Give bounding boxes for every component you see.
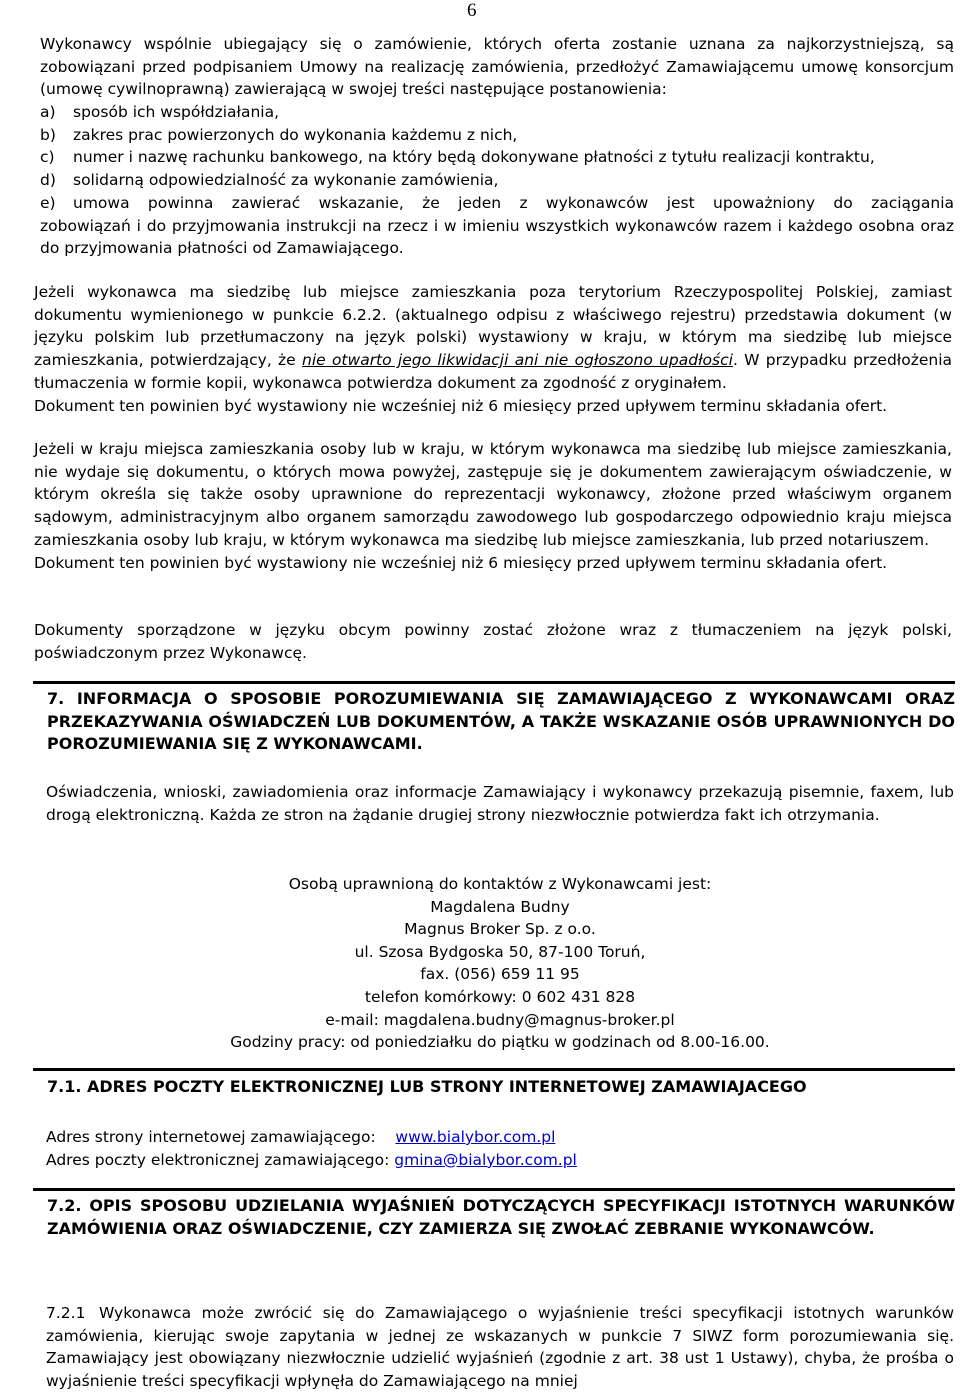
section-divider: [33, 1188, 955, 1191]
section-7-body: Oświadczenia, wnioski, zawiadomienia oraz informacje Zamawiający i wykonawcy przekazują pisemnie, faxem, lub drogą elektroniczną. Każda ze stron na żądanie drugiej strony niezwłocznie potwierdza fakt ich otrzymania.: [46, 783, 954, 824]
address-block: [0, 1126, 960, 1171]
item-text: Wykonawca może zwrócić się do Zamawiającego o wyjaśnienie treści specyfikacji istotnych warunków zamówienia, kierując swoje zapytania w jednej ze wskazanych w punkcie 7 SIWZ form porozumiewania się. Zamawiający jest obowiązany niezwłocznie udzielić wyjaśnień (zgodnie z art. 38 ust 1 Ustawy), chyba, że prośba o wyjaśnienie treści specyfikacji wpłynęła do Zamawiającego na mniej: [46, 1304, 954, 1391]
foreign-paragraph-1: Jeżeli wykonawca ma siedzibę lub miejsce zamieszkania poza terytorium Rzeczypospolitej Polskiej, zamiast dokumentu wymienionego w punkcie 6.2.2. (aktualnego odpisu z właściwego rejestru) przedstawia dokument (w języku polskim lub przetłumaczony na język polski) wystawiony w kraju, w którym ma siedzibę lub miejsce zamieszkania, potwierdzający, że nie otwarto jego likwidacji ani nie ogłoszono upadłości. W przypadku przedłożenia tłumaczenia w formie kopii, wykonawca potwierdza dokument za zgodność z oryginałem. Dokument ten powinien być wystawiony nie wcześniej niż 6 miesięcy przed upływem terminu składania ofert.: [34, 283, 952, 415]
section-7-2-heading: 7.2. OPIS SPOSOBU UDZIELANIA WYJAŚNIEŃ DOTYCZĄCYCH SPECYFIKACJI ISTOTNYCH WARUNKÓW ZAMÓWIENIA ORAZ OŚWIADCZENIE, CZY ZAMIERZA SIĘ ZWOŁAĆ ZEBRANIE WYKONAWCÓW.: [47, 1196, 955, 1238]
list-item-continuation: zobowiązań i do przyjmowania instrukcji na rzecz i w imieniu wszystkich wykonawców razem i każdego osobna oraz do przyjmowania płatności od Zamawiającego.: [40, 216, 954, 258]
section-7-heading: 7. INFORMACJA O SPOSOBIE POROZUMIEWANIA SIĘ ZAMAWIAJĄCEGO Z WYKONAWCAMI ORAZ PRZEKAZYWANIA OŚWIADCZEŃ LUB DOKUMENTÓW, A TAKŻE WSKAZANIE OSÓB UPRAWNIONYCH DO POROZUMIEWANIA SIĘ Z WYKONAWCAMI.: [47, 689, 955, 754]
section-7-2-item: [0, 1302, 960, 1393]
contact-company: Magnus Broker Sp. z o.o.: [404, 920, 596, 939]
contact-name: Magdalena Budny: [430, 897, 570, 916]
list-item: a) sposób ich współdziałania,: [40, 103, 280, 121]
contact-address: ul. Szosa Bydgoska 50, 87-100 Toruń,: [354, 942, 646, 961]
section-7-1-heading: 7.1. ADRES POCZTY ELEKTRONICZNEJ LUB STRONY INTERNETOWEJ ZAMAWIAJACEGO: [47, 1077, 807, 1096]
website-link[interactable]: www.bialybor.com.pl: [395, 1128, 556, 1146]
contact-email: e-mail: magdalena.budny@magnus-broker.pl: [325, 1010, 675, 1029]
contact-block: [0, 873, 960, 1054]
item-number: 7.2.1: [46, 1304, 86, 1322]
contact-intro: Osobą uprawnioną do kontaktów z Wykonawcami jest:: [288, 875, 712, 893]
contact-phone: telefon komórkowy: 0 602 431 828: [364, 987, 636, 1006]
section-divider: [33, 1068, 955, 1071]
underlined-phrase: nie otwarto jego likwidacji ani nie ogłoszono upadłości: [302, 351, 733, 370]
list-item: d) solidarną odpowiedzialność za wykonanie zamówienia,: [40, 171, 499, 190]
contact-fax: fax. (056) 659 11 95: [420, 965, 580, 984]
page-number: 6: [467, 0, 477, 21]
section-divider: [33, 681, 955, 684]
consortium-intro: Wykonawcy wspólnie ubiegający się o zamówienie, których oferta zostanie uznana za najkorzystniejszą, są zobowiązani przed podpisaniem Umowy na realizację zamówienia, przedłożyć Zamawiającemu umowę konsorcjum (umowę cywilnoprawną) zawierającą w swojej treści następujące postanowienia:: [40, 35, 954, 99]
www-row: Adres strony internetowej zamawiającego: www.bialybor.com.pl: [46, 1128, 556, 1146]
email-link[interactable]: gmina@bialybor.com.pl: [394, 1150, 577, 1169]
mail-row: Adres poczty elektronicznej zamawiającego: gmina@bialybor.com.pl: [46, 1150, 577, 1169]
foreign-paragraph-3: Dokumenty sporządzone w języku obcym powinny zostać złożone wraz z tłumaczeniem na język polski, poświadczonym przez Wykonawcę.: [34, 621, 952, 662]
consortium-list: [0, 101, 960, 260]
contact-hours: Godziny pracy: od poniedziałku do piątku w godzinach od 8.00-16.00.: [230, 1033, 770, 1052]
list-item: b) zakres prac powierzonych do wykonania każdemu z nich,: [40, 125, 518, 144]
list-item: e) umowa powinna zawierać wskazanie, że jeden z wykonawców jest upoważniony do zaciągania: [40, 193, 954, 212]
foreign-paragraph-2: Jeżeli w kraju miejsca zamieszkania osoby lub w kraju, w którym wykonawca ma siedzibę lub miejsce zamieszkania, nie wydaje się dokumentu, o których mowa powyżej, zastępuje się je dokumentem zawierającym oświadczenie, w którym określa się także osoby uprawnione do reprezentacji wykonawcy, złożone przed właściwym organem sądowym, administracyjnym albo organem samorządu zawodowego lub gospodarczego odpowiednio kraju miejsca zamieszkania osoby lub kraju, w którym wykonawca ma siedzibę lub miejsce zamieszkania, lub przed notariuszem. Dokument ten powinien być wystawiony nie wcześniej niż 6 miesięcy przed upływem terminu składania ofert.: [34, 440, 952, 572]
list-item: c) numer i nazwę rachunku bankowego, na który będą dokonywane płatności z tytułu realizacji kontraktu,: [40, 148, 875, 167]
